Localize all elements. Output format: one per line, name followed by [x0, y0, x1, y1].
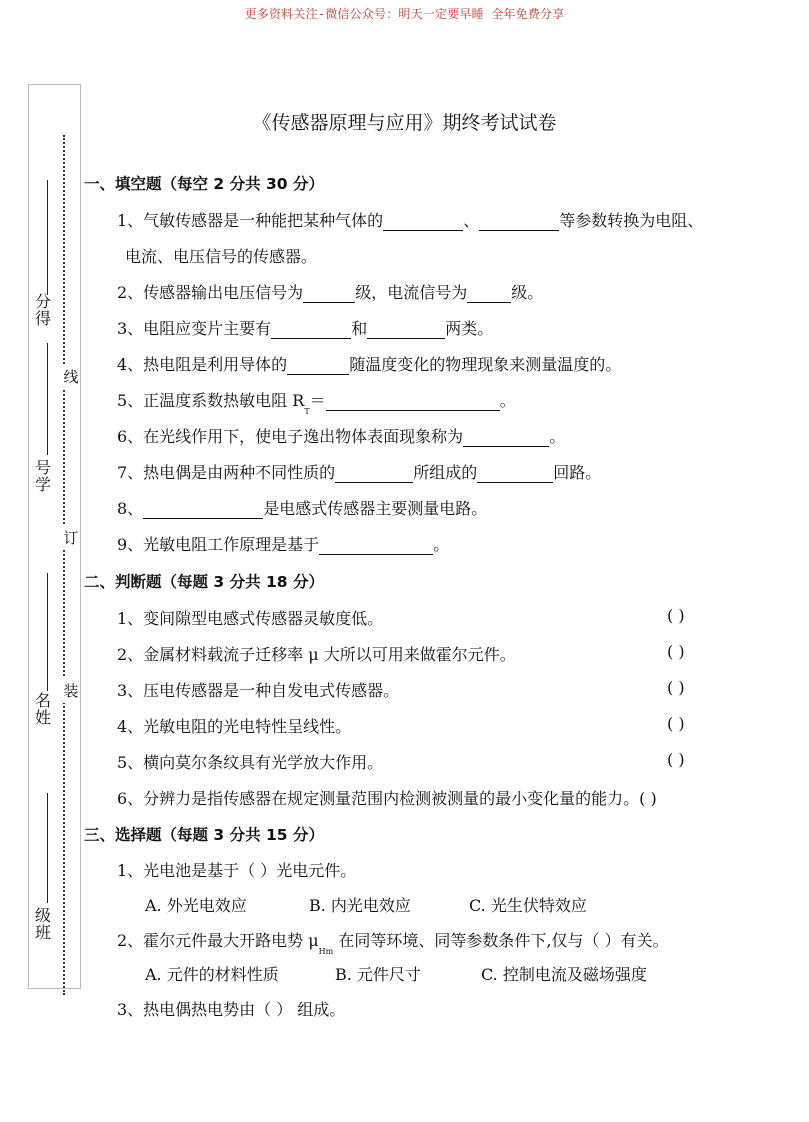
tf-question-1: 1、变间隙型电感式传感器灵敏度低。: [117, 609, 384, 628]
tf-question-3: 3、压电传感器是一种自发电式传感器。: [117, 681, 400, 700]
binding-mark-zhuang: 装: [63, 678, 79, 703]
answer-blank[interactable]: [335, 465, 413, 483]
fill-question-7: 7、热电偶是由两种不同性质的 所组成的 回路。: [117, 463, 602, 482]
fill-question-6: 6、在光线作用下，使电子逸出物体表面现象称为 。: [117, 427, 566, 446]
header-banner: 更多资料关注-微信公众号：明天一定要早睡 全年免费分享: [244, 7, 565, 21]
answer-blank[interactable]: [326, 393, 500, 411]
mc-question-3: 3、热电偶热电势由（ ） 组成。: [117, 1000, 346, 1019]
answer-blank[interactable]: [477, 465, 553, 483]
fill-question-9: 9、光敏电阻工作原理是基于 。: [117, 535, 450, 554]
fill-question-8: 8、 是电感式传感器主要测量电路。: [117, 499, 488, 518]
fill-question-2: 2、传感器输出电压信号为 级，电流信号为 级。: [117, 283, 544, 302]
student-name-line: [47, 573, 48, 691]
mc-option[interactable]: B. 内光电效应: [309, 896, 411, 915]
mc-option[interactable]: B. 元件尺寸: [335, 965, 421, 984]
fill-question-3: 3、电阻应变片主要有 和 两类。: [117, 319, 494, 338]
fill-question-1: 1、气敏传感器是一种能把某种气体的 、 等参数转换为电阻、: [117, 211, 704, 230]
binding-dotted-line: [63, 135, 65, 995]
student-name-label: 名姓: [35, 691, 52, 727]
mc-option[interactable]: A. 元件的材料性质: [145, 965, 279, 984]
tf-question-4: 4、光敏电阻的光电特性呈线性。: [117, 717, 352, 736]
section-multiple-choice-heading: 三、选择题（每题 3 分共 15 分）: [84, 826, 324, 844]
mc-question-2-options: [145, 962, 647, 985]
answer-blank[interactable]: [143, 501, 263, 519]
answer-blank[interactable]: [467, 285, 511, 303]
mc-option[interactable]: C. 控制电流及磁场强度: [481, 965, 647, 984]
student-id-label: 号学: [35, 458, 52, 494]
page-title: 《传感器原理与应用》期终考试试卷: [252, 112, 557, 134]
fill-question-4: 4、热电阻是利用导体的 随温度变化的物理现象来测量温度的。: [117, 355, 622, 374]
tf-answer-paren-1[interactable]: ( ): [667, 606, 685, 625]
section-fill-blank-heading: 一、填空题（每空 2 分共 30 分）: [84, 175, 324, 193]
fill-question-5: 5、正温度系数热敏电阻 $R_T=$ 。: [117, 391, 516, 416]
score-line: [47, 180, 48, 295]
answer-blank[interactable]: [479, 213, 559, 231]
answer-blank[interactable]: [319, 537, 433, 555]
answer-blank[interactable]: [367, 321, 445, 339]
binding-mark-ding: 订: [63, 525, 79, 550]
tf-answer-paren-3[interactable]: ( ): [667, 678, 685, 697]
answer-blank[interactable]: [383, 213, 463, 231]
mc-option[interactable]: A. 外光电效应: [145, 896, 247, 915]
fill-question-1-continued: 电流、电压信号的传感器。: [125, 247, 318, 266]
section-true-false-heading: 二、判断题（每题 3 分共 18 分）: [84, 573, 324, 591]
answer-blank[interactable]: [271, 321, 351, 339]
mc-question-1-options: [145, 893, 587, 916]
tf-question-6: 6、分辨力是指传感器在规定测量范围内检测被测量的最小变化量的能力。( ): [117, 789, 657, 808]
answer-blank[interactable]: [463, 429, 549, 447]
answer-blank[interactable]: [303, 285, 355, 303]
mc-option[interactable]: C. 光生伏特效应: [469, 896, 587, 915]
answer-blank[interactable]: [287, 357, 349, 375]
tf-question-5: 5、横向莫尔条纹具有光学放大作用。: [117, 753, 384, 772]
student-id-line: [47, 343, 48, 455]
mc-question-1: 1、光电池是基于（ ）光电元件。: [117, 861, 357, 880]
score-label: 分得: [35, 292, 52, 328]
tf-answer-paren-2[interactable]: ( ): [667, 642, 685, 661]
tf-question-2: 2、金属材料载流子迁移率 μ 大所以可用来做霍尔元件。: [117, 645, 516, 664]
tf-answer-paren-5[interactable]: ( ): [667, 750, 685, 769]
class-label: 级班: [35, 906, 52, 942]
tf-answer-paren-4[interactable]: ( ): [667, 714, 685, 733]
binding-mark-line: 线: [63, 364, 79, 389]
class-line: [47, 793, 48, 903]
mc-question-2: 2、霍尔元件最大开路电势 $\mu_{Hm}$ 在同等环境、同等参数条件下,仅与（ ）有关。: [117, 931, 669, 956]
